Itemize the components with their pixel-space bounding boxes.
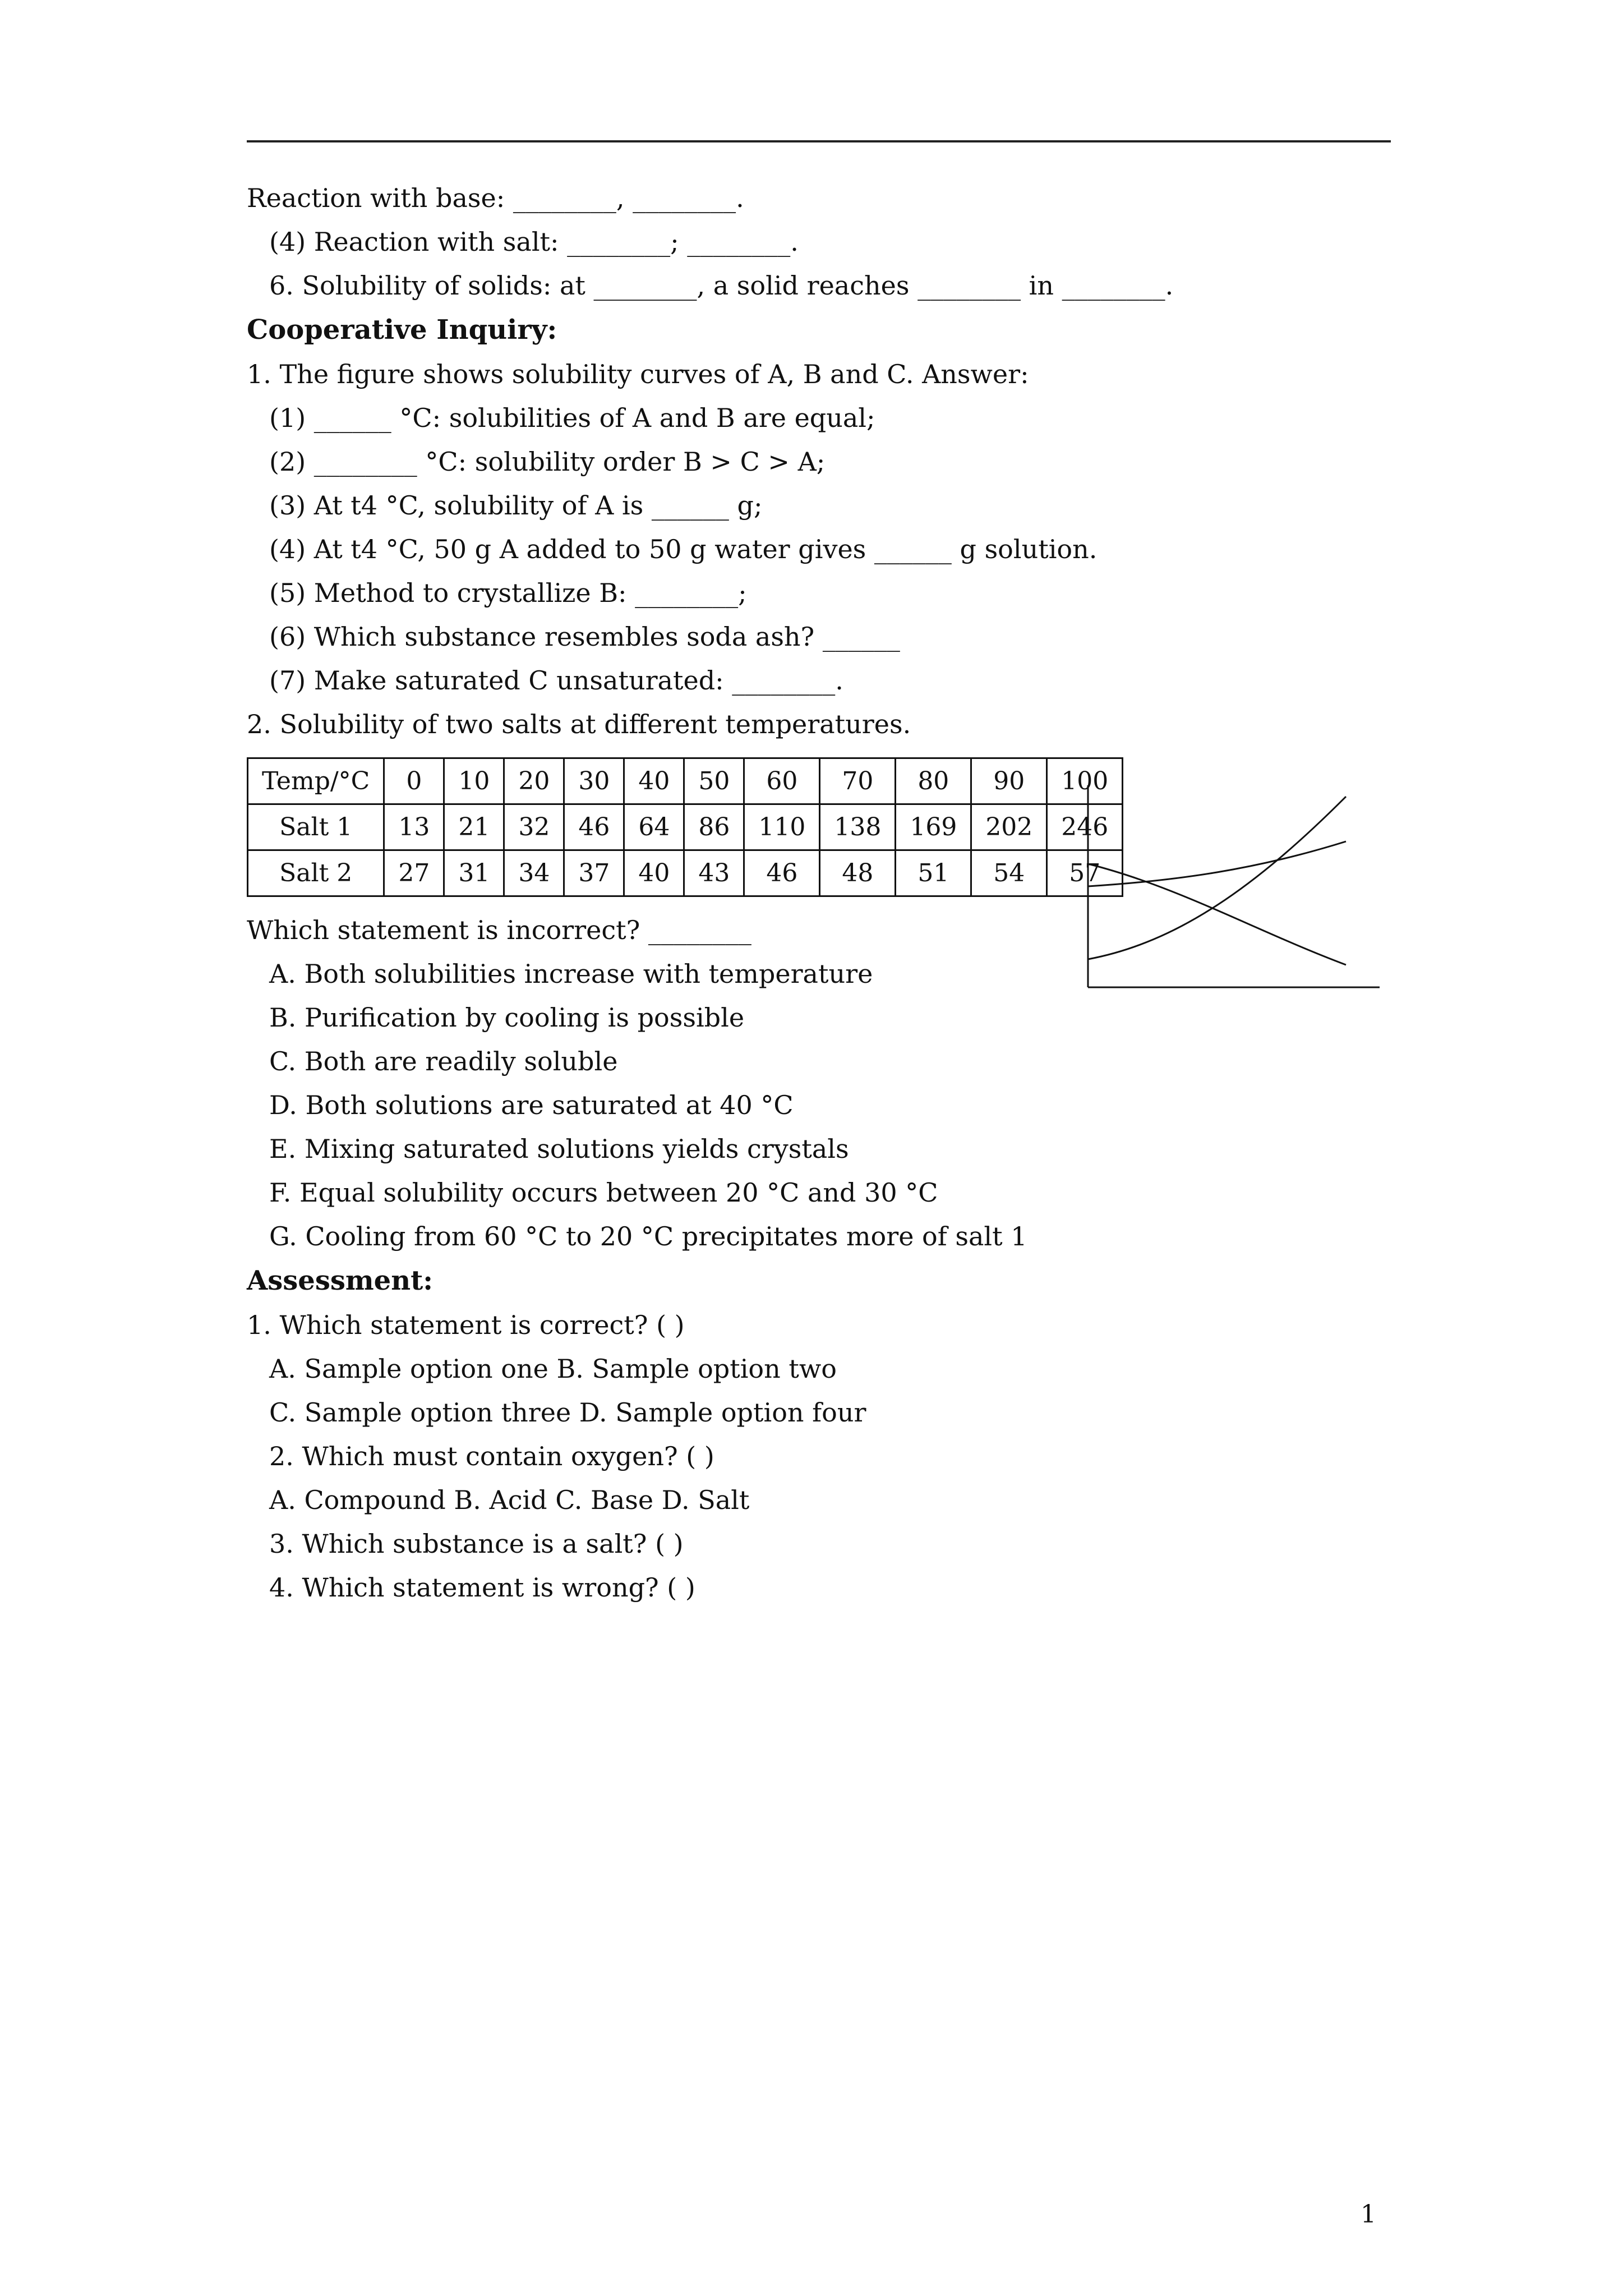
solubility-curve-figure — [1054, 774, 1391, 1010]
coop-question-1 — [247, 352, 1391, 702]
table-header-cell: Temp/°C — [248, 758, 384, 804]
table-cell: 86 — [684, 804, 744, 850]
assessment-line: C. Sample option three D. Sample option four — [269, 1397, 866, 1428]
coop-q1-line: (6) Which substance resembles soda ash? ______ — [269, 622, 900, 652]
coop-q1-line: (1) ______ °C: solubilities of A and B are equal; — [269, 403, 875, 433]
table-cell: 246 — [1047, 804, 1123, 850]
table-cell: 48 — [820, 850, 896, 896]
table-header-cell: 60 — [744, 758, 820, 804]
assessment-line: 2. Which must contain oxygen? ( ) — [269, 1441, 714, 1471]
table-cell: 37 — [564, 850, 624, 896]
check-heading: Assessment: — [247, 1265, 433, 1296]
table-cell: 32 — [504, 804, 564, 850]
coop-q1-line: (5) Method to crystallize B: ________; — [269, 578, 747, 608]
intro-line: Reaction with base: ________, ________. — [247, 183, 744, 213]
assessment-line: 4. Which statement is wrong? ( ) — [269, 1572, 695, 1603]
coop-q2-line: E. Mixing saturated solutions yields crystals — [269, 1134, 849, 1164]
intro-line: 6. Solubility of solids: at ________, a solid reaches ________ in ________. — [269, 270, 1174, 301]
table-cell: 202 — [971, 804, 1047, 850]
table-header-cell: 70 — [820, 758, 896, 804]
coop-q2-line: F. Equal solubility occurs between 20 °C and 30 °C — [269, 1177, 938, 1208]
table-cell: 31 — [444, 850, 504, 896]
coop-q1-line: (7) Make saturated C unsaturated: ________. — [269, 665, 843, 696]
table-header-cell: 50 — [684, 758, 744, 804]
coop-q1-line: (3) At t4 °C, solubility of A is ______ g; — [269, 490, 763, 521]
table-header-cell: 80 — [896, 758, 971, 804]
intro-block — [247, 176, 1391, 307]
solubility-curve-svg — [1054, 774, 1391, 1010]
table-header-cell: 30 — [564, 758, 624, 804]
table-row — [248, 850, 1123, 896]
coop-q2-line: Which statement is incorrect? ________ — [247, 915, 751, 945]
coop-heading: Cooperative Inquiry: — [247, 314, 557, 346]
table-cell: 34 — [504, 850, 564, 896]
coop-q2-line: D. Both solutions are saturated at 40 °C — [269, 1090, 794, 1120]
curve-b — [1088, 841, 1346, 886]
table-cell: 46 — [744, 850, 820, 896]
table-cell: 110 — [744, 804, 820, 850]
table-header-cell: 10 — [444, 758, 504, 804]
table-cell: 27 — [384, 850, 444, 896]
solubility-table — [247, 757, 1123, 897]
table-cell: 21 — [444, 804, 504, 850]
table-header-row — [248, 758, 1123, 804]
table-row-label: Salt 1 — [248, 804, 384, 850]
table-cell: 57 — [1047, 850, 1123, 896]
table-row-label: Salt 2 — [248, 850, 384, 896]
table-header-cell: 100 — [1047, 758, 1123, 804]
coop-q1-line: (4) At t4 °C, 50 g A added to 50 g water gives ______ g solution. — [269, 534, 1098, 564]
coop-q2-line: A. Both solubilities increase with temperature — [269, 959, 873, 989]
intro-line: (4) Reaction with salt: ________; ________. — [269, 227, 799, 257]
table-cell: 51 — [896, 850, 971, 896]
assessment-line: 1. Which statement is correct? ( ) — [247, 1310, 685, 1340]
assessment-line: A. Sample option one B. Sample option two — [269, 1354, 837, 1384]
coop-q2-line: G. Cooling from 60 °C to 20 °C precipitates more of salt 1 — [269, 1221, 1027, 1251]
table-cell: 54 — [971, 850, 1047, 896]
assessment-block — [247, 1303, 1391, 1609]
page-number: 1 — [1361, 2200, 1376, 2229]
table-body — [248, 804, 1123, 896]
table-caption: 2. Solubility of two salts at different temperatures. — [247, 709, 911, 739]
table-row — [248, 804, 1123, 850]
table-header-cell: 40 — [624, 758, 684, 804]
table-header-cell: 20 — [504, 758, 564, 804]
table-cell: 40 — [624, 850, 684, 896]
table-cell: 46 — [564, 804, 624, 850]
curve-a — [1088, 797, 1346, 959]
assessment-line: A. Compound B. Acid C. Base D. Salt — [269, 1485, 750, 1515]
table-cell: 138 — [820, 804, 896, 850]
coop-q1-line: (2) ________ °C: solubility order B > C > A; — [269, 447, 826, 477]
header-rule — [247, 140, 1391, 142]
coop-q2-line: C. Both are readily soluble — [269, 1046, 618, 1076]
table-cell: 13 — [384, 804, 444, 850]
table-header-cell: 90 — [971, 758, 1047, 804]
table-header-cell: 0 — [384, 758, 444, 804]
table-cell: 169 — [896, 804, 971, 850]
coop-q2-line: B. Purification by cooling is possible — [269, 1002, 745, 1033]
table-cell: 64 — [624, 804, 684, 850]
assessment-line: 3. Which substance is a salt? ( ) — [269, 1529, 684, 1559]
worksheet-page — [247, 140, 1391, 1609]
coop-q1-line: 1. The figure shows solubility curves of A, B and C. Answer: — [247, 359, 1029, 389]
table-cell: 43 — [684, 850, 744, 896]
